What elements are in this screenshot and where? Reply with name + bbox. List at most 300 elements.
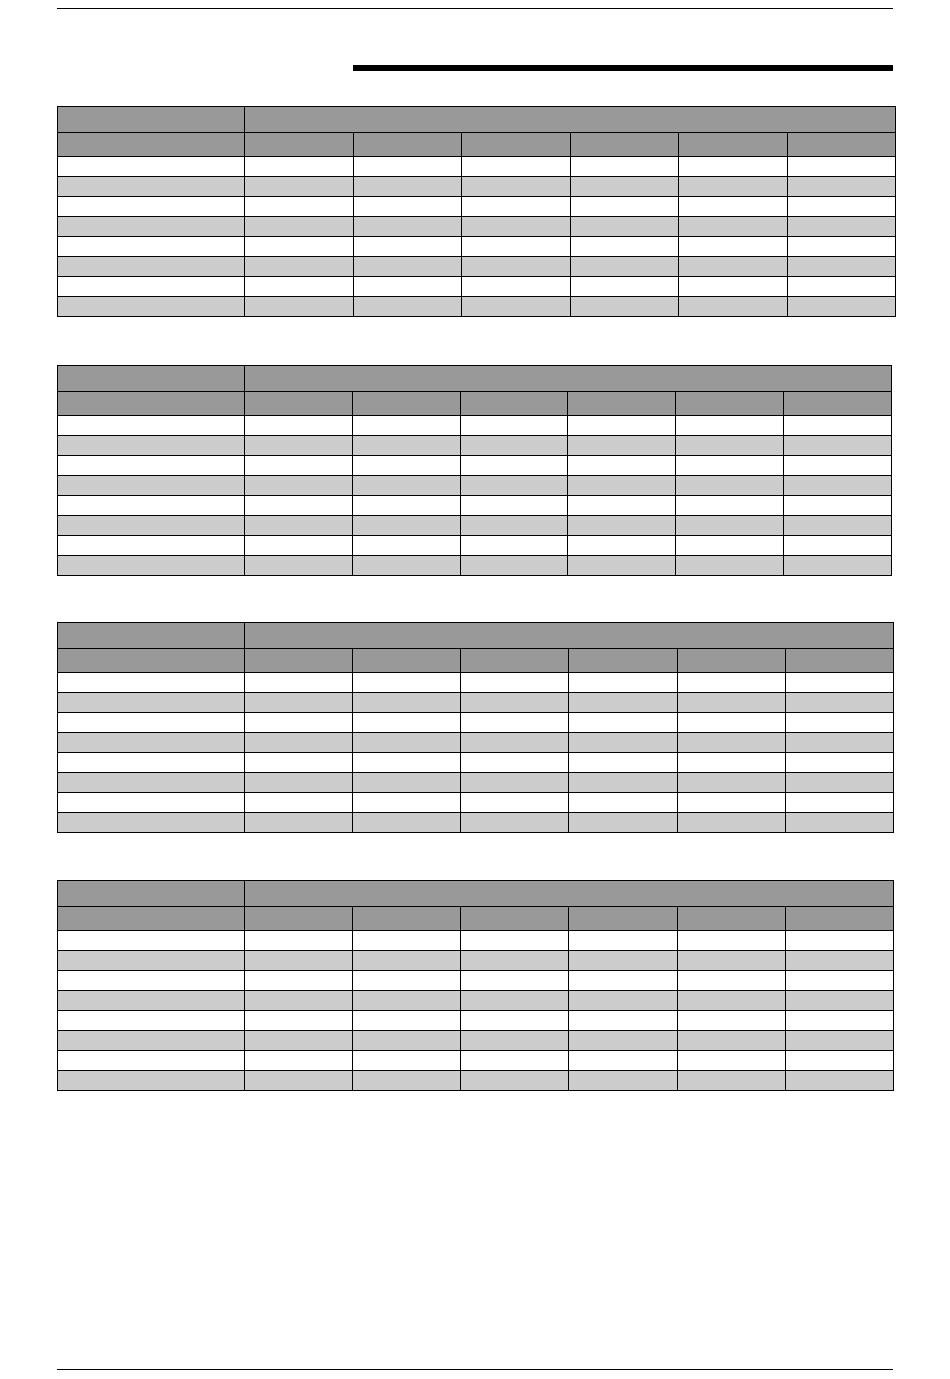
corner-cell <box>58 623 245 649</box>
row-label-cell <box>58 753 245 773</box>
row-label-cell <box>58 536 245 556</box>
table-cell <box>569 793 677 813</box>
table-cell <box>785 813 893 833</box>
table-cell <box>353 177 462 197</box>
table-row <box>58 257 896 277</box>
column-header <box>352 392 460 416</box>
table-cell <box>568 496 676 516</box>
table-cell <box>568 516 676 536</box>
table-cell <box>677 813 785 833</box>
table-cell <box>679 197 788 217</box>
row-label-cell <box>58 1071 245 1091</box>
corner-cell <box>58 366 245 392</box>
table-cell <box>245 1031 353 1051</box>
table-row <box>58 673 894 693</box>
table-cell <box>784 456 892 476</box>
table-cell <box>679 297 788 317</box>
table-cell <box>353 237 462 257</box>
table-cell <box>460 456 568 476</box>
table-cell <box>460 496 568 516</box>
table-cell <box>569 991 677 1011</box>
table-row <box>58 217 896 237</box>
table-cell <box>353 217 462 237</box>
table-cell <box>353 197 462 217</box>
table-cell <box>677 753 785 773</box>
table-cell <box>461 1011 569 1031</box>
row-label-cell <box>58 177 245 197</box>
table-cell <box>676 416 784 436</box>
table-cell <box>245 753 353 773</box>
table-group-header-row <box>58 881 894 907</box>
table-row <box>58 753 894 773</box>
table-cell <box>569 813 677 833</box>
table-cell <box>460 436 568 456</box>
table-cell <box>352 496 460 516</box>
table-cell <box>245 713 353 733</box>
table-cell <box>676 496 784 516</box>
table-row <box>58 971 894 991</box>
row-label-cell <box>58 436 245 456</box>
table-cell <box>353 1031 461 1051</box>
table-cell <box>353 1051 461 1071</box>
table-cell <box>679 217 788 237</box>
table-cell <box>679 237 788 257</box>
column-header <box>677 649 785 673</box>
table-row <box>58 733 894 753</box>
table-cell <box>245 673 353 693</box>
table-cell <box>353 1071 461 1091</box>
column-header <box>787 133 896 157</box>
page-bottom-rule <box>57 1369 893 1370</box>
row-label-cell <box>58 971 245 991</box>
table-cell <box>353 773 461 793</box>
table-cell <box>352 436 460 456</box>
column-header <box>461 907 569 931</box>
table-cell <box>676 556 784 576</box>
table-cell <box>353 297 462 317</box>
table-cell <box>569 733 677 753</box>
data-table-2 <box>57 365 892 576</box>
table-cell <box>352 536 460 556</box>
table-cell <box>787 297 896 317</box>
table-cell <box>785 753 893 773</box>
table-cell <box>785 793 893 813</box>
table-cell <box>461 733 569 753</box>
row-label-cell <box>58 733 245 753</box>
table-cell <box>569 931 677 951</box>
table-cell <box>462 257 571 277</box>
table-cell <box>569 713 677 733</box>
table-cell <box>245 951 353 971</box>
table-cell <box>460 536 568 556</box>
column-header <box>785 649 893 673</box>
table-cell <box>353 951 461 971</box>
row-label-cell <box>58 516 245 536</box>
table-cell <box>568 436 676 456</box>
table-row <box>58 773 894 793</box>
table-cell <box>245 991 353 1011</box>
table-cell <box>461 693 569 713</box>
row-label-cell <box>58 217 245 237</box>
table-cell <box>245 813 353 833</box>
table-cell <box>676 516 784 536</box>
column-header <box>462 133 571 157</box>
table-cell <box>352 556 460 576</box>
row-label-cell <box>58 416 245 436</box>
table-cell <box>245 416 353 436</box>
table-cell <box>785 1051 893 1071</box>
table-row <box>58 793 894 813</box>
group-header-cell <box>245 107 896 133</box>
table-cell <box>569 1031 677 1051</box>
table-cell <box>353 1011 461 1031</box>
table-cell <box>460 556 568 576</box>
column-header <box>679 133 788 157</box>
table-row <box>58 476 892 496</box>
table-cell <box>785 991 893 1011</box>
table-cell <box>569 1011 677 1031</box>
table-group-header-row <box>58 366 892 392</box>
page-top-rule <box>57 8 893 9</box>
table-row <box>58 297 896 317</box>
column-header <box>245 133 354 157</box>
table-group-header-row <box>58 107 896 133</box>
table-cell <box>462 237 571 257</box>
table-cell <box>570 157 679 177</box>
table-cell <box>784 556 892 576</box>
column-header <box>570 133 679 157</box>
table-cell <box>785 773 893 793</box>
table-cell <box>677 693 785 713</box>
table-cell <box>353 693 461 713</box>
table-row <box>58 177 896 197</box>
table-cell <box>245 536 353 556</box>
table-row <box>58 931 894 951</box>
table-cell <box>785 1071 893 1091</box>
column-header <box>245 392 353 416</box>
table-cell <box>461 991 569 1011</box>
column-header <box>353 133 462 157</box>
table-cell <box>245 931 353 951</box>
table-row <box>58 693 894 713</box>
table-cell <box>245 277 354 297</box>
table-cell <box>677 1051 785 1071</box>
table-row <box>58 197 896 217</box>
column-header <box>785 907 893 931</box>
table-cell <box>245 476 353 496</box>
table-cell <box>677 931 785 951</box>
table-row <box>58 277 896 297</box>
table-cell <box>677 991 785 1011</box>
table-cell <box>245 297 354 317</box>
table-cell <box>245 556 353 576</box>
table-cell <box>785 673 893 693</box>
table-cell <box>677 713 785 733</box>
table-cell <box>784 436 892 456</box>
row-label-cell <box>58 673 245 693</box>
table-cell <box>569 1071 677 1091</box>
table-cell <box>460 416 568 436</box>
table-row <box>58 237 896 257</box>
table-cell <box>462 277 571 297</box>
row-label-cell <box>58 793 245 813</box>
row-label-cell <box>58 556 245 576</box>
column-header <box>353 649 461 673</box>
column-header <box>58 649 245 673</box>
table-cell <box>461 773 569 793</box>
table-cell <box>679 257 788 277</box>
table-cell <box>569 951 677 971</box>
table-cell <box>785 693 893 713</box>
column-header <box>677 907 785 931</box>
table-cell <box>353 971 461 991</box>
table-row <box>58 1031 894 1051</box>
row-label-cell <box>58 257 245 277</box>
column-header <box>569 907 677 931</box>
table-cell <box>461 793 569 813</box>
table-cell <box>353 931 461 951</box>
table-cell <box>676 456 784 476</box>
table-cell <box>462 297 571 317</box>
table-cell <box>460 476 568 496</box>
table-row <box>58 951 894 971</box>
table-cell <box>569 773 677 793</box>
table-cell <box>784 416 892 436</box>
table-cell <box>462 157 571 177</box>
table-cell <box>461 971 569 991</box>
column-header <box>245 907 353 931</box>
column-header <box>784 392 892 416</box>
table-row <box>58 157 896 177</box>
table-cell <box>245 237 354 257</box>
row-label-cell <box>58 713 245 733</box>
table-row <box>58 991 894 1011</box>
table-cell <box>785 1011 893 1031</box>
table-row <box>58 1051 894 1071</box>
table-cell <box>461 753 569 773</box>
row-label-cell <box>58 476 245 496</box>
group-header-cell <box>245 881 894 907</box>
table-cell <box>461 813 569 833</box>
data-table-1 <box>57 106 896 317</box>
corner-cell <box>58 107 245 133</box>
row-label-cell <box>58 1011 245 1031</box>
table-row <box>58 536 892 556</box>
table-cell <box>569 1051 677 1071</box>
data-table-3 <box>57 622 894 833</box>
column-header <box>245 649 353 673</box>
table-cell <box>570 237 679 257</box>
table-cell <box>245 733 353 753</box>
table-cell <box>787 157 896 177</box>
table-row <box>58 436 892 456</box>
table-cell <box>462 177 571 197</box>
table-cell <box>787 237 896 257</box>
column-header <box>461 649 569 673</box>
group-header-cell <box>245 623 894 649</box>
table-cell <box>679 157 788 177</box>
table-cell <box>677 951 785 971</box>
table-row <box>58 1011 894 1031</box>
column-header <box>568 392 676 416</box>
table-cell <box>352 416 460 436</box>
table-cell <box>245 436 353 456</box>
table-cell <box>679 177 788 197</box>
table-cell <box>677 1031 785 1051</box>
table-cell <box>245 793 353 813</box>
table-column-header-row <box>58 649 894 673</box>
table-cell <box>461 951 569 971</box>
row-label-cell <box>58 157 245 177</box>
table-cell <box>245 496 353 516</box>
row-label-cell <box>58 297 245 317</box>
table-cell <box>353 257 462 277</box>
table-cell <box>785 931 893 951</box>
group-header-cell <box>245 366 892 392</box>
table-cell <box>245 1071 353 1091</box>
table-cell <box>353 813 461 833</box>
table-row <box>58 713 894 733</box>
table-cell <box>570 197 679 217</box>
table-row <box>58 1071 894 1091</box>
table-cell <box>568 416 676 436</box>
column-header <box>58 392 245 416</box>
table-cell <box>676 436 784 456</box>
table-cell <box>677 793 785 813</box>
column-header <box>353 907 461 931</box>
table-cell <box>676 536 784 556</box>
table-cell <box>570 257 679 277</box>
table-cell <box>461 673 569 693</box>
table-cell <box>462 197 571 217</box>
table-cell <box>785 971 893 991</box>
table-cell <box>677 1011 785 1031</box>
table-cell <box>245 257 354 277</box>
table-row <box>58 496 892 516</box>
table-cell <box>353 753 461 773</box>
table-cell <box>568 456 676 476</box>
table-cell <box>677 673 785 693</box>
table-cell <box>677 733 785 753</box>
column-header <box>58 133 245 157</box>
table-cell <box>245 971 353 991</box>
table-cell <box>353 713 461 733</box>
table-cell <box>461 931 569 951</box>
table-cell <box>353 673 461 693</box>
column-header <box>676 392 784 416</box>
table-cell <box>785 1031 893 1051</box>
row-label-cell <box>58 496 245 516</box>
table-cell <box>787 217 896 237</box>
table-row <box>58 456 892 476</box>
table-cell <box>461 1031 569 1051</box>
table-cell <box>570 297 679 317</box>
table-cell <box>245 177 354 197</box>
table-row <box>58 813 894 833</box>
table-cell <box>569 753 677 773</box>
table-cell <box>245 217 354 237</box>
table-cell <box>245 516 353 536</box>
table-cell <box>460 516 568 536</box>
table-cell <box>245 1011 353 1031</box>
table-cell <box>568 536 676 556</box>
table-cell <box>676 476 784 496</box>
row-label-cell <box>58 1051 245 1071</box>
table-cell <box>352 516 460 536</box>
table-cell <box>787 177 896 197</box>
table-cell <box>570 277 679 297</box>
table-cell <box>784 476 892 496</box>
table-cell <box>352 456 460 476</box>
row-label-cell <box>58 277 245 297</box>
table-cell <box>245 157 354 177</box>
table-cell <box>353 793 461 813</box>
table-cell <box>462 217 571 237</box>
table-cell <box>245 773 353 793</box>
table-cell <box>569 971 677 991</box>
table-row <box>58 556 892 576</box>
table-cell <box>569 673 677 693</box>
table-cell <box>461 1051 569 1071</box>
table-cell <box>353 733 461 753</box>
table-cell <box>784 496 892 516</box>
table-cell <box>353 277 462 297</box>
table-cell <box>677 971 785 991</box>
row-label-cell <box>58 931 245 951</box>
table-cell <box>677 773 785 793</box>
title-rule <box>353 65 893 71</box>
table-cell <box>785 713 893 733</box>
table-cell <box>785 733 893 753</box>
table-group-header-row <box>58 623 894 649</box>
table-cell <box>245 693 353 713</box>
table-cell <box>568 476 676 496</box>
row-label-cell <box>58 456 245 476</box>
table-cell <box>461 1071 569 1091</box>
table-cell <box>353 991 461 1011</box>
table-column-header-row <box>58 392 892 416</box>
table-cell <box>461 713 569 733</box>
table-cell <box>570 177 679 197</box>
corner-cell <box>58 881 245 907</box>
table-cell <box>569 693 677 713</box>
row-label-cell <box>58 237 245 257</box>
table-row <box>58 516 892 536</box>
row-label-cell <box>58 197 245 217</box>
row-label-cell <box>58 773 245 793</box>
table-column-header-row <box>58 907 894 931</box>
table-cell <box>245 456 353 476</box>
table-cell <box>570 217 679 237</box>
table-cell <box>677 1071 785 1091</box>
row-label-cell <box>58 951 245 971</box>
table-cell <box>245 197 354 217</box>
row-label-cell <box>58 1031 245 1051</box>
column-header <box>460 392 568 416</box>
table-cell <box>353 157 462 177</box>
table-cell <box>245 1051 353 1071</box>
table-cell <box>787 257 896 277</box>
table-cell <box>352 476 460 496</box>
table-cell <box>784 536 892 556</box>
data-table-4 <box>57 880 894 1091</box>
column-header <box>58 907 245 931</box>
row-label-cell <box>58 991 245 1011</box>
table-cell <box>784 516 892 536</box>
table-row <box>58 416 892 436</box>
table-cell <box>787 197 896 217</box>
column-header <box>569 649 677 673</box>
